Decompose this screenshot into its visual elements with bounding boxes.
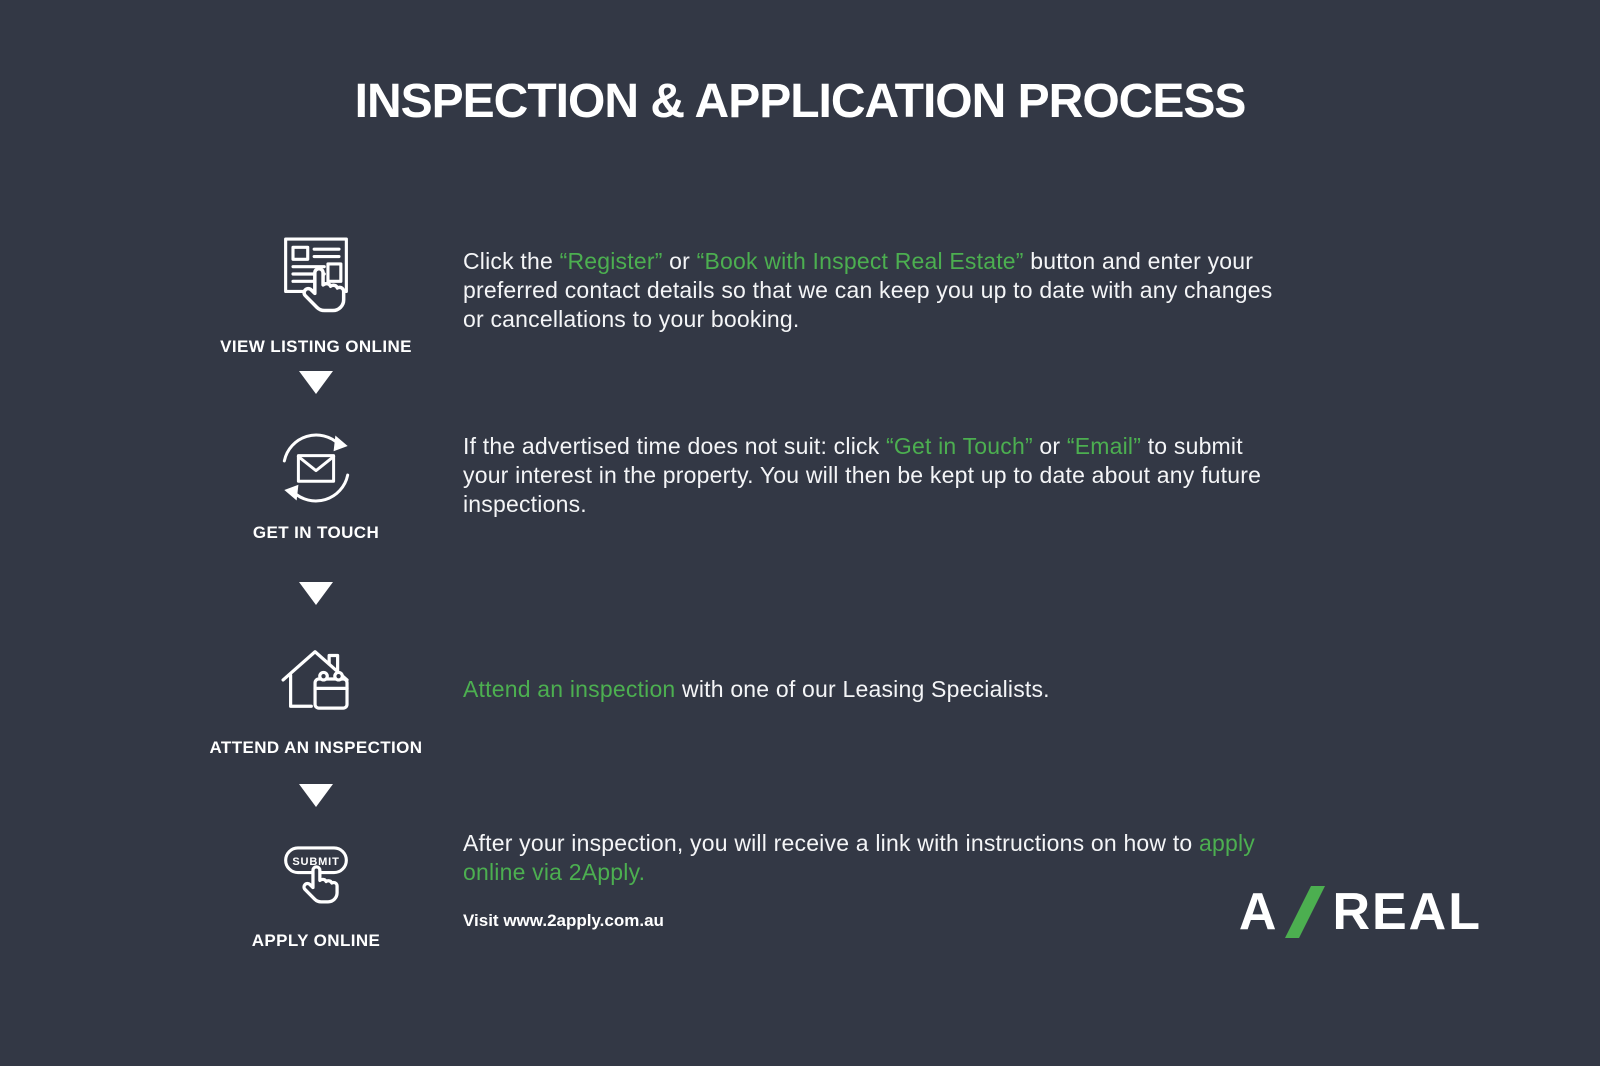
down-arrow-icon — [299, 784, 333, 807]
step-label-get-in-touch: GET IN TOUCH — [252, 523, 380, 542]
page-title: INSPECTION & APPLICATION PROCESS — [354, 75, 1246, 128]
step-text-apply-online: After your inspection, you will receive a link with instructions on how to apply online via 2Apply. — [463, 830, 1255, 885]
logo-prefix: A — [1238, 883, 1279, 941]
down-arrow-icon — [299, 582, 333, 605]
down-arrow-icon — [299, 371, 333, 394]
email-sync-icon — [272, 424, 360, 512]
step-text-attend-an-inspection: Attend an inspection with one of our Leasing Specialists. — [463, 676, 1050, 702]
logo-suffix: REAL — [1332, 883, 1482, 941]
step-label-attend-an-inspection: ATTEND AN INSPECTION — [209, 738, 423, 757]
submit-cursor-icon — [275, 834, 357, 916]
step-text-view-listing-online: Click the “Register” or “Book with Inspect Real Estate” button and enter your preferred contact details so that we can keep you up to date with any changes or cancellations to your booking. — [463, 248, 1273, 332]
areal-logo — [1239, 882, 1482, 942]
step-text-get-in-touch: If the advertised time does not suit: click “Get in Touch” or “Email” to submit your interest in the property. You will then be kept up to date about any future inspections. — [463, 433, 1262, 517]
step-label-apply-online: APPLY ONLINE — [251, 931, 381, 950]
submit-button-label: SUBMIT — [292, 855, 340, 868]
listing-cursor-icon — [270, 228, 362, 320]
visit-url-text: Visit www.2apply.com.au — [463, 911, 664, 930]
logo-slash-icon — [1285, 886, 1325, 938]
house-calendar-icon — [269, 632, 363, 726]
step-label-view-listing-online: VIEW LISTING ONLINE — [220, 337, 412, 356]
